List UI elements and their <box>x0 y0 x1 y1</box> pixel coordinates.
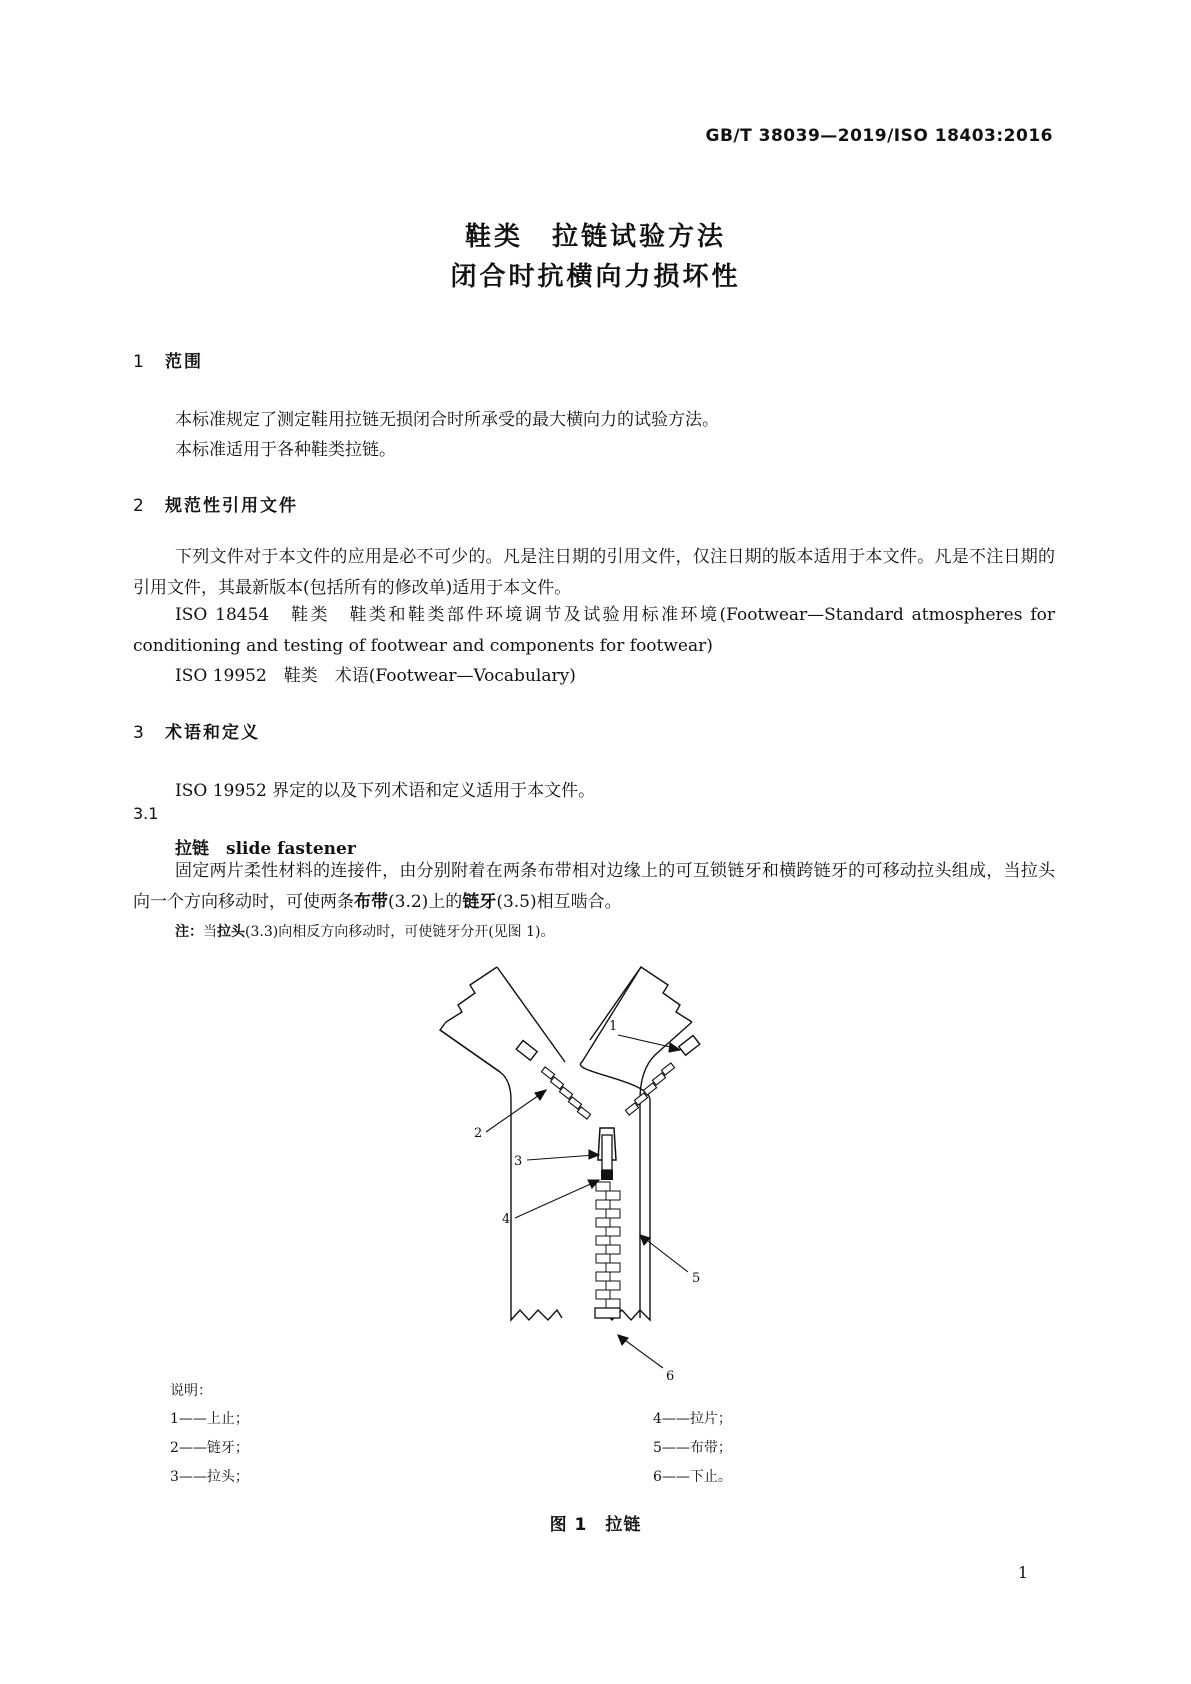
pull-tab-end <box>601 1170 613 1180</box>
section-title: 规范性引用文件 <box>165 496 298 516</box>
note-text: (3.3)向相反方向移动时，可使链牙分开(见图 1)。 <box>245 924 555 940</box>
definition-term-tape: 布带 <box>354 892 388 912</box>
section-number: 2 <box>133 496 144 516</box>
note-text: 当 <box>203 924 217 940</box>
section-number: 3 <box>133 723 144 743</box>
section-2-paragraph: 下列文件对于本文件的应用是必不可少的。凡是注日期的引用文件，仅注日期的版本适用于本文件。凡是不注日期的引用文件，其最新版本(包括所有的修改单)适用于本文件。 <box>133 547 1055 598</box>
teeth-closed-column <box>596 1182 620 1308</box>
section-3-paragraph: ISO 19952 界定的以及下列术语和定义适用于本文件。 <box>175 781 596 801</box>
figure-caption: 图 1 拉链 <box>549 1515 642 1535</box>
subsection-number: 3.1 <box>133 804 159 823</box>
definition-ref: (3.5)相互啮合。 <box>496 892 622 912</box>
term-english: slide fastener <box>226 839 356 859</box>
pull-tab <box>602 1135 612 1170</box>
right-tape-outline <box>580 967 692 1320</box>
legend-item-6: 6——下止。 <box>653 1469 732 1485</box>
page-number: 1 <box>1017 1563 1028 1582</box>
standard-code: GB/T 38039—2019/ISO 18403:2016 <box>705 126 1053 146</box>
note-label: 注： <box>175 924 203 940</box>
term-chinese: 拉链 <box>175 839 209 859</box>
legend-item-4: 4——拉片； <box>653 1411 732 1427</box>
section-title: 范围 <box>165 352 203 372</box>
definition-ref: (3.2)上的 <box>388 892 463 912</box>
callout-1: 1 <box>609 1019 618 1034</box>
section-number: 1 <box>133 352 144 372</box>
legend-item-3: 3——拉头； <box>170 1469 249 1485</box>
callout-3: 3 <box>514 1154 523 1169</box>
legend-item-5: 5——布带； <box>653 1440 732 1456</box>
definition-text: 固定两片柔性材料的连接件，由分别附着在两条布带相对边缘上的可互锁链牙和横跨链牙的可移动拉头组成，当拉头向一个方向移动时，可使两条 <box>133 861 1055 912</box>
callout-leaders <box>486 1035 688 1368</box>
title-line-2: 闭合时抗横向力损坏性 <box>450 262 741 292</box>
legend-item-1: 1——上止； <box>170 1411 249 1427</box>
callout-6: 6 <box>666 1369 675 1384</box>
reference-iso-18454: ISO 18454 鞋类 鞋类和鞋类部件环境调节及试验用标准环境(Footwear—Standard atmospheres for conditioning and testing of footwear and components for footwear) <box>133 605 1055 656</box>
bottom-stop <box>595 1308 620 1318</box>
title-line-1: 鞋类 拉链试验方法 <box>464 222 726 252</box>
section-1-paragraph-1: 本标准规定了测定鞋用拉链无损闭合时所承受的最大横向力的试验方法。 <box>175 410 719 430</box>
legend-item-2: 2——链牙； <box>170 1440 249 1456</box>
section-1-paragraph-2: 本标准适用于各种鞋类拉链。 <box>175 440 396 460</box>
top-stop-left <box>516 1041 537 1061</box>
callout-2: 2 <box>474 1126 483 1141</box>
callout-5: 5 <box>692 1271 701 1286</box>
left-tape-outline <box>440 967 562 1320</box>
note-term: 拉头 <box>217 924 245 940</box>
reference-iso-19952: ISO 19952 鞋类 术语(Footwear—Vocabulary) <box>175 666 576 686</box>
teeth-left-arm <box>541 1067 590 1119</box>
top-stop-right <box>679 1036 700 1056</box>
outer-left-edge <box>440 1030 500 1072</box>
section-title: 术语和定义 <box>165 723 260 743</box>
definition-term-teeth: 链牙 <box>462 892 497 912</box>
legend-title: 说明： <box>170 1383 212 1399</box>
callout-4: 4 <box>502 1212 511 1227</box>
